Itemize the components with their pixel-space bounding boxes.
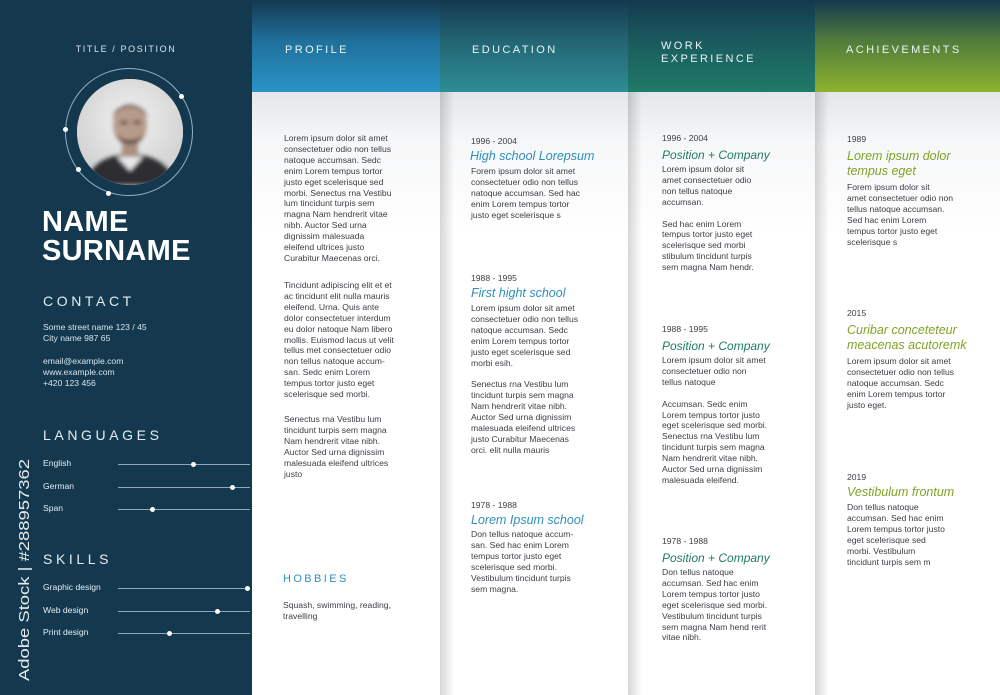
language-row [43, 481, 213, 495]
skill-label: Print design [43, 627, 89, 637]
skill-row [43, 605, 213, 619]
work-text: Lorem ipsum dolor sit amet consectetuer odio non tellus natoque Accumsan. Sedc enim Lorem tempus tortor justo eget scelerisque sed morbi. Senectus rna Vestibu lum tincidunt turpis sem magna Nam hendrerit vitae nibh. Auctor Sed urna dignissim malesuada eleifend. [662, 355, 768, 485]
job-title: TITLE / POSITION [75, 44, 177, 54]
education-text: Forem ipsum dolor sit amet consectetuer odio non tellus natoque accumsan. Sed hac enim Lorem tempus tortor justo eget scelerisque s [471, 166, 580, 220]
skill-level-marker [167, 631, 172, 636]
language-level-marker [230, 485, 235, 490]
skills-heading: SKILLS [43, 551, 113, 567]
skill-label: Web design [43, 604, 89, 615]
achievement-date: 2015 [847, 308, 867, 318]
work-text: Don tellus natoque accumsan. Sed hac enim Lorem tempus tortor justo eget scelerisque sed morbi. Vestibulum tincidunt turpis sem magna Nam hend rerit vitae nibh. [662, 567, 768, 643]
language-label: German [43, 480, 75, 491]
achievement-text: Don tellus natoque accumsan. Sed hac enim Lorem tempus tortor justo eget scelerisque sed morbi. Vestibulum tincidunt turpis sem m [847, 502, 945, 567]
skill-row [43, 627, 213, 641]
language-level-marker [191, 462, 196, 467]
language-label: Span [43, 503, 64, 513]
skill-level-track [118, 588, 250, 589]
education-text: Lorem ipsum dolor sit amet consectetuer odio non tellus natoque accumsan. Sedc enim Lorem tempus tortor justo eget scelerisque sed morbi esih. Senectus rna Vestibu lum tincidunt turpis sem magna Nam hendrerit vitae nibh. Auctor Sed urna dignissim malesuada eleifend ultrices justo Curabitur Maecenas orci. elit nulla mauris [471, 303, 579, 455]
education-title: First hight school [471, 286, 566, 300]
achievement-text: Lorem ipsum dolor sit amet consectetuer odio non tellus natoque accumsan. Sedc enim Lorem tempus tortor justo eget. [847, 356, 955, 410]
first-name: NAME [42, 206, 129, 238]
achievement-text: Forem ipsum dolor sit amet consectetuer odio non tellus natoque accumsan. Sed hac enim Lorem tempus tortor justo eget scelerisque s [847, 182, 954, 247]
language-label: English [43, 458, 72, 468]
last-name: SURNAME [42, 235, 191, 267]
svg-text:Adobe Stock | #288957362: Adobe Stock | #288957362 [16, 500, 33, 681]
hobbies-text: Squash, swimming, reading, travelling [283, 600, 391, 621]
education-heading: EDUCATION [472, 44, 558, 56]
phone-line: +420 123 456 [43, 378, 96, 388]
language-level-track [118, 487, 250, 488]
profile-heading: PROFILE [285, 44, 349, 56]
language-level-track [118, 509, 250, 510]
profile-paragraph: Lorem ipsum dolor sit amet consectetuer odio non tellus natoque accumsan. Sedc enim Lorem tempus tortor justo eget scelerisque sed morbi. Senectus rna Vestibu lum tincidunt turpis sem magna Nam hendrerit vitae nibh. Auctor Sed urna dignissim malesuada eleifend ultrices justo Curabitur Maecenas orci. [284, 133, 392, 263]
work-date: 1988 - 1995 [662, 324, 708, 334]
achievement-date: 1989 [847, 134, 867, 144]
ring-dot [76, 167, 81, 172]
ring-dot [63, 127, 68, 132]
contact-heading: CONTACT [43, 293, 135, 309]
skill-level-marker [215, 609, 220, 614]
ring-dot [106, 191, 111, 196]
address-line: Some street name 123 / 45 [43, 322, 147, 332]
work-date: 1996 - 2004 [662, 133, 708, 143]
work-title: Position + Company [662, 148, 770, 162]
column-shadow [628, 92, 642, 695]
sidebar [0, 0, 252, 695]
education-date: 1988 - 1995 [471, 273, 517, 283]
email-line: email@example.com [43, 356, 124, 366]
hobbies-heading: HOBBIES [283, 573, 349, 585]
achievement-title: Vestibulum frontum [847, 485, 955, 499]
work-title: Position + Company [662, 551, 770, 565]
work-date: 1978 - 1988 [662, 536, 708, 546]
language-row [43, 503, 213, 517]
education-text: Don tellus natoque accum- san. Sed hac enim Lorem tempus tortor justo eget scelerisque sed morbi. Vestibulum tincidunt turpis sem magna. [471, 529, 574, 594]
skill-level-track [118, 611, 250, 612]
achievement-title: Lorem ipsum dolor tempus eget [847, 149, 951, 178]
skill-label: Graphic design [43, 582, 101, 592]
language-row [43, 458, 213, 472]
profile-paragraph: Senectus rna Vestibu lum tincidunt turpis sem magna Nam hendrerit vitae nibh. Auctor Sed urna dignissim malesuada eleifend ultrices justo [284, 414, 389, 479]
education-date: 1978 - 1988 [471, 500, 517, 510]
education-title: High school Lorepsum [470, 149, 595, 163]
city-line: City name 987 65 [43, 333, 111, 343]
language-level-track [118, 464, 250, 465]
column-shadow [815, 92, 829, 695]
language-level-marker [150, 507, 155, 512]
ring-dot [179, 94, 184, 99]
work-text: Lorem ipsum dolor sit amet consectetuer odio non tellus natoque accumsan. Sed hac enim Lorem tempus tortor justo eget scelerisque sed morbi stibulum tincidunt turpis sem magna Nam hendr. [662, 164, 754, 273]
profile-paragraph: Tincidunt adipiscing elit et et ac tincidunt elit nulla mauris eleifend. Urna. Quis ante dolor consectetuer interdum eu dolor natoque Nam libero mollis. Euismod lacus ut velit tellus met consectetuer odio non tellus natoque accum- san. Sedc enim Lorem tempus tortor justo eget scelerisque sed morbi. [284, 280, 394, 400]
stock-watermark [14, 456, 34, 681]
education-date: 1996 - 2004 [471, 136, 517, 146]
profile-photo [77, 79, 183, 185]
languages-heading: LANGUAGES [43, 427, 163, 443]
education-title: Lorem Ipsum school [471, 513, 584, 527]
column-shadow [440, 92, 454, 695]
website-line: www.example.com [43, 367, 115, 377]
name [42, 208, 191, 266]
work-heading: WORK EXPERIENCE [661, 40, 756, 65]
skill-level-track [118, 633, 250, 634]
achievement-title: Curibar conceteteur meacenas acutoremk [847, 323, 967, 352]
skill-level-marker [245, 586, 250, 591]
skill-row [43, 582, 213, 596]
achievements-heading: ACHIEVEMENTS [846, 44, 962, 56]
work-title: Position + Company [662, 339, 770, 353]
achievement-date: 2019 [847, 472, 867, 482]
